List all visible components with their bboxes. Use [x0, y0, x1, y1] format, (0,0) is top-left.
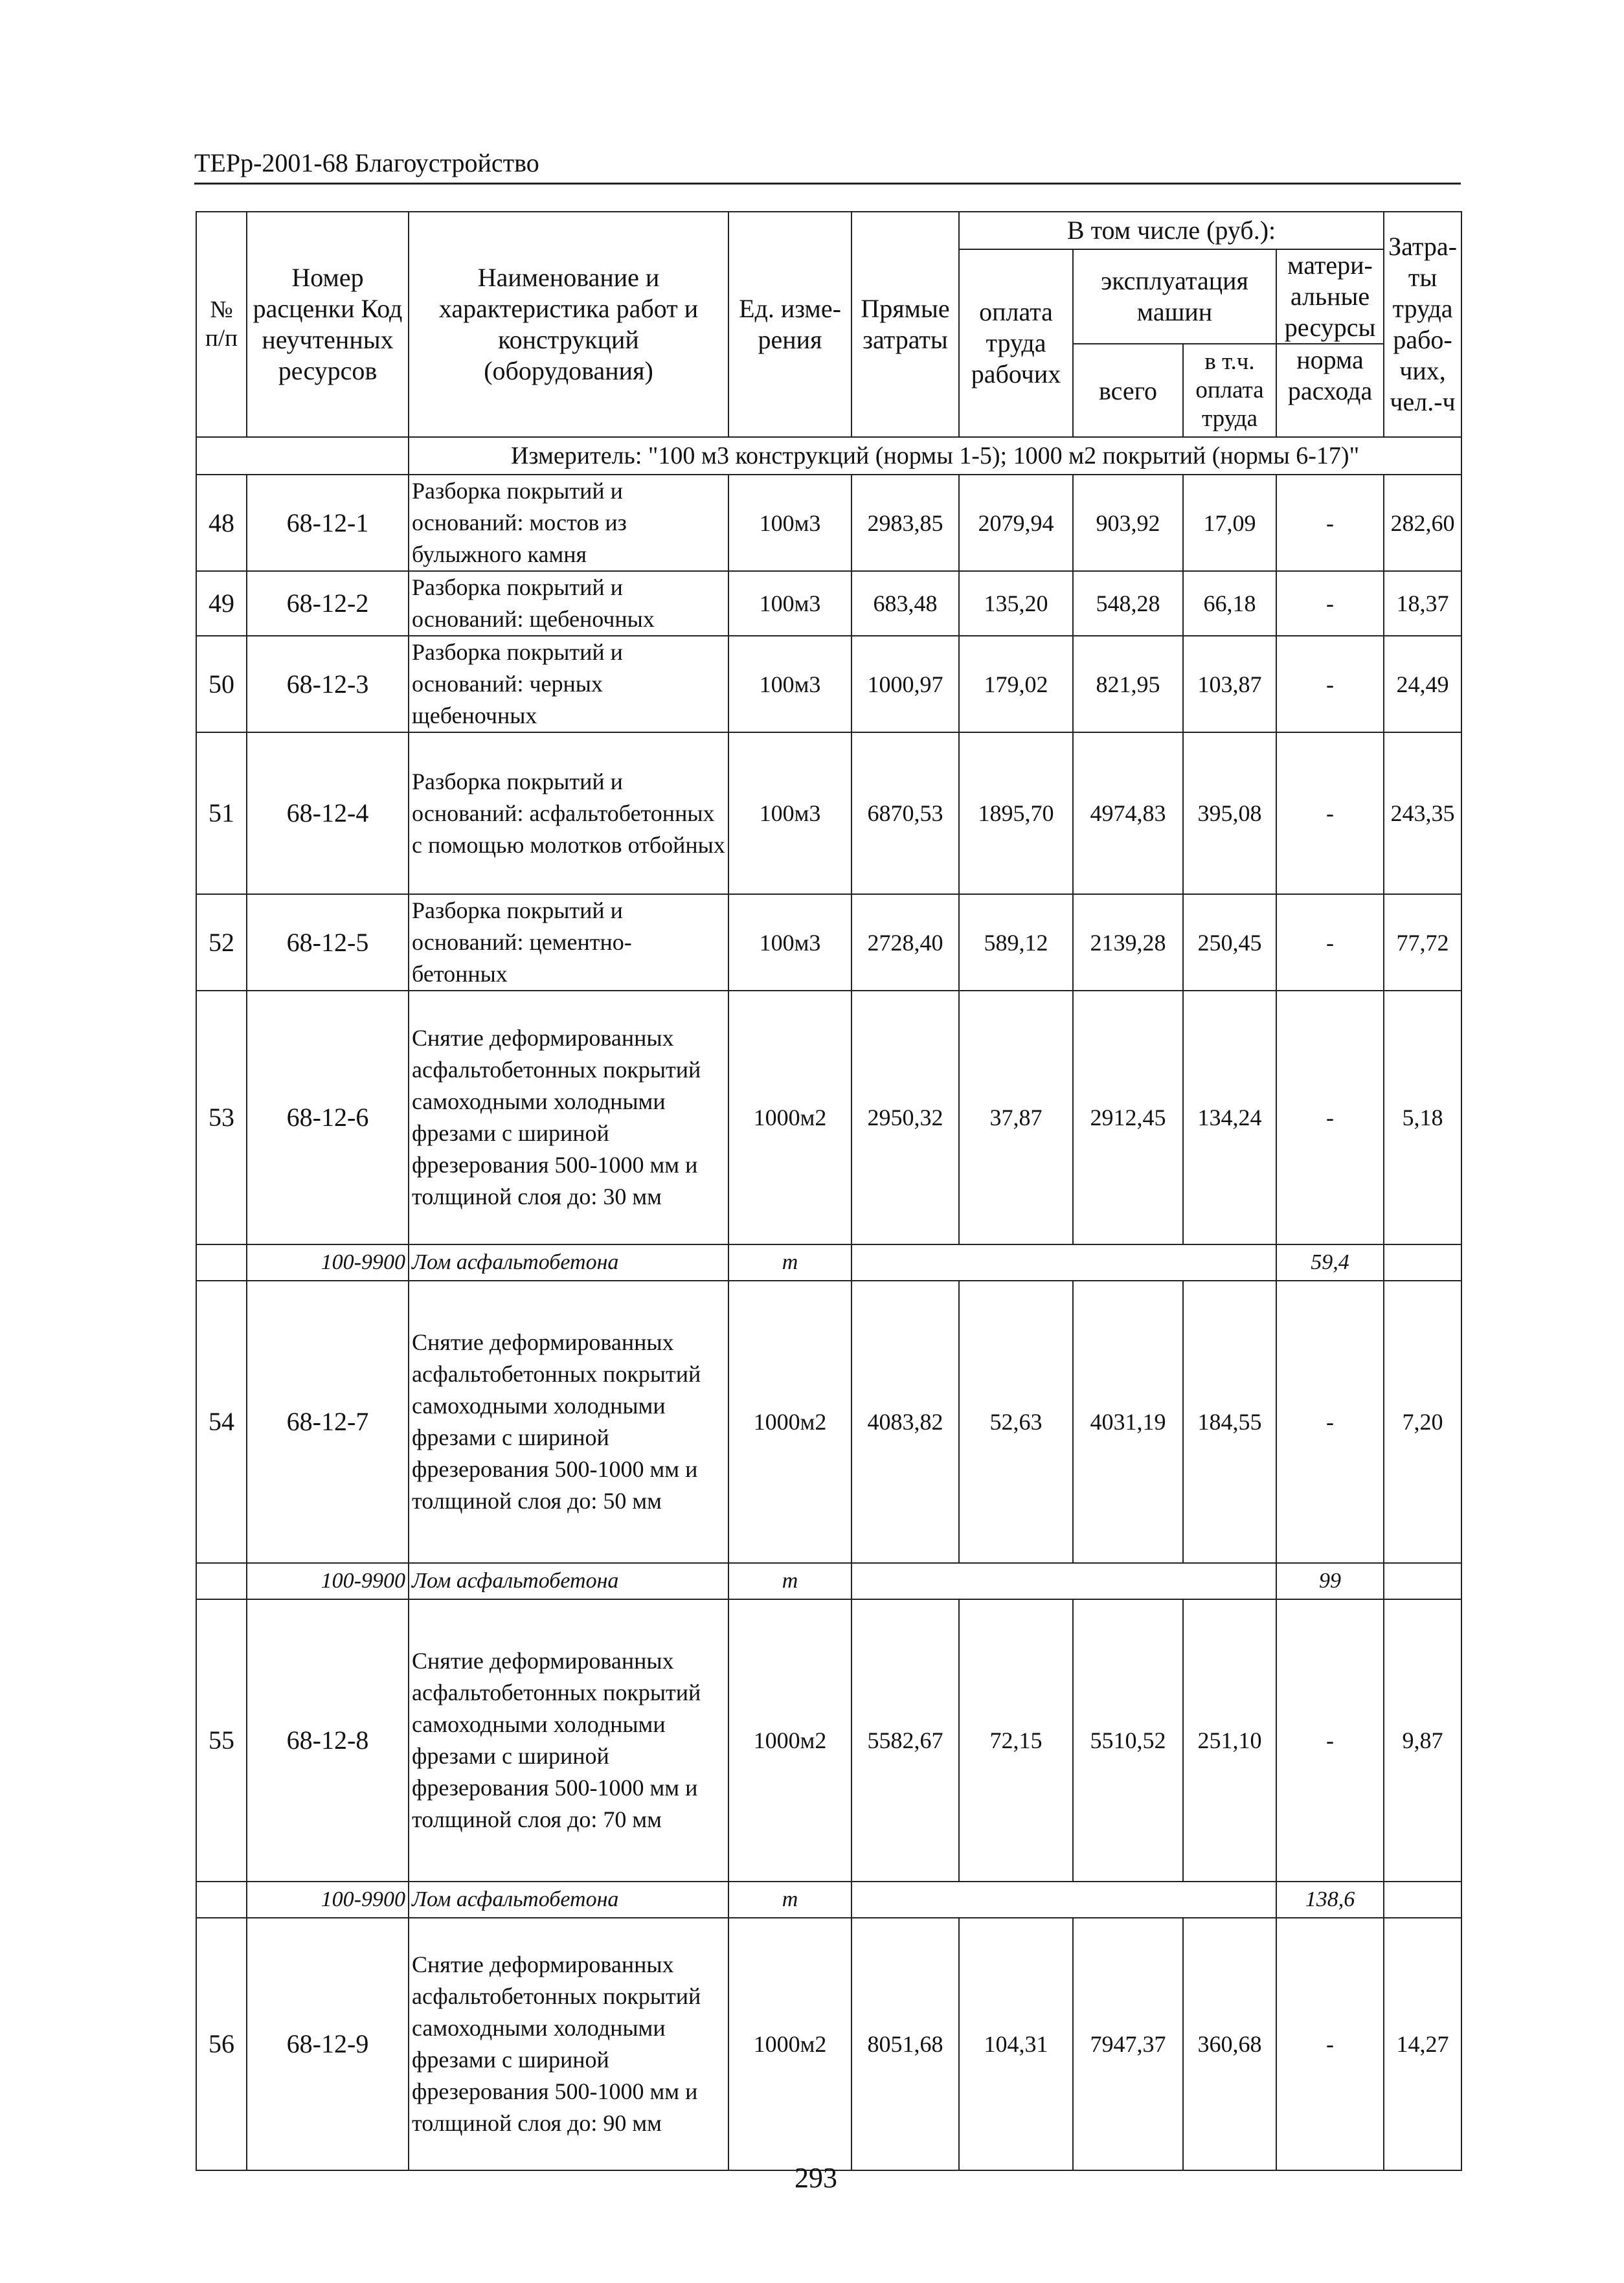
measure-blank — [196, 437, 409, 475]
resource-name: Лом асфальтобетона — [409, 1563, 728, 1599]
resource-norm: 99 — [1276, 1563, 1384, 1599]
row-number: 52 — [196, 894, 247, 991]
unit: 100м3 — [728, 732, 851, 894]
materials: - — [1276, 894, 1384, 991]
header-unit: Ед. изме- рения — [728, 212, 851, 437]
table-row — [196, 1599, 1461, 1882]
resource-blank — [196, 1563, 247, 1599]
row-number: 51 — [196, 732, 247, 894]
measure-text: Измеритель: "100 м3 конструкций (нормы 1-5); 1000 м2 покрытий (нормы 6-17)" — [409, 437, 1461, 475]
resource-unit: т — [728, 1563, 851, 1599]
rate-code: 68-12-3 — [247, 636, 409, 732]
resource-empty — [851, 1244, 1276, 1281]
table-row — [196, 894, 1461, 991]
direct-costs: 5582,67 — [851, 1599, 959, 1882]
machines-wages: 395,08 — [1183, 732, 1276, 894]
work-name: Снятие деформированных асфальтобетонных покрытий самоходными холодными фрезами с шириной фрезерования 500-1000 мм и толщиной слоя до: 70 мм — [409, 1599, 728, 1882]
table-row — [196, 475, 1461, 571]
table-row — [196, 732, 1461, 894]
machines-total: 903,92 — [1073, 475, 1183, 571]
rate-code: 68-12-2 — [247, 571, 409, 636]
resource-unit: т — [728, 1882, 851, 1918]
labor-costs: 7,20 — [1384, 1281, 1461, 1563]
labor-costs: 243,35 — [1384, 732, 1461, 894]
wages: 72,15 — [959, 1599, 1073, 1882]
page-number: 293 — [795, 2162, 837, 2194]
rate-code: 68-12-1 — [247, 475, 409, 571]
table-header — [196, 212, 1461, 437]
header-wages: оплата труда рабочих — [959, 249, 1073, 437]
table-row — [196, 636, 1461, 732]
work-name: Снятие деформированных асфальтобетонных покрытий самоходными холодными фрезами с шириной фрезерования 500-1000 мм и толщиной слоя до: 50 мм — [409, 1281, 728, 1563]
resource-name: Лом асфальтобетона — [409, 1244, 728, 1281]
resource-blank — [196, 1882, 247, 1918]
rate-code: 68-12-8 — [247, 1599, 409, 1882]
resource-norm: 59,4 — [1276, 1244, 1384, 1281]
header-machines-total: всего — [1073, 344, 1183, 437]
measure-row — [196, 437, 1461, 475]
labor-costs: 5,18 — [1384, 991, 1461, 1244]
wages: 2079,94 — [959, 475, 1073, 571]
labor-costs: 282,60 — [1384, 475, 1461, 571]
direct-costs: 2950,32 — [851, 991, 959, 1244]
wages: 179,02 — [959, 636, 1073, 732]
table-row — [196, 991, 1461, 1244]
resource-row — [196, 1244, 1461, 1281]
machines-wages: 251,10 — [1183, 1599, 1276, 1882]
labor-costs: 9,87 — [1384, 1599, 1461, 1882]
rate-code: 68-12-7 — [247, 1281, 409, 1563]
machines-total: 2139,28 — [1073, 894, 1183, 991]
header-norm: норма расхода — [1276, 344, 1384, 437]
running-header: ТЕРр-2001-68 Благоустройство — [194, 148, 539, 177]
direct-costs: 6870,53 — [851, 732, 959, 894]
unit: 100м3 — [728, 894, 851, 991]
row-number: 53 — [196, 991, 247, 1244]
table-row — [196, 571, 1461, 636]
machines-wages: 103,87 — [1183, 636, 1276, 732]
materials: - — [1276, 1599, 1384, 1882]
work-name: Разборка покрытий и оснований: мостов из булыжного камня — [409, 475, 728, 571]
rates-table — [196, 211, 1462, 2171]
wages: 37,87 — [959, 991, 1073, 1244]
materials: - — [1276, 1918, 1384, 2170]
header-direct-costs: Прямые затраты — [851, 212, 959, 437]
direct-costs: 2728,40 — [851, 894, 959, 991]
materials: - — [1276, 1281, 1384, 1563]
resource-unit: т — [728, 1244, 851, 1281]
wages: 589,12 — [959, 894, 1073, 991]
materials: - — [1276, 475, 1384, 571]
table-row — [196, 1281, 1461, 1563]
row-number: 56 — [196, 1918, 247, 2170]
header-machines: эксплуатация машин — [1073, 249, 1276, 344]
machines-total: 5510,52 — [1073, 1599, 1183, 1882]
unit: 100м3 — [728, 475, 851, 571]
work-name: Снятие деформированных асфальтобетонных покрытий самоходными холодными фрезами с шириной фрезерования 500-1000 мм и толщиной слоя до: 90 мм — [409, 1918, 728, 2170]
rate-code: 68-12-9 — [247, 1918, 409, 2170]
table-body — [196, 437, 1461, 2170]
wages: 52,63 — [959, 1281, 1073, 1563]
header-name: Наименование и характеристика работ и конструкций (оборудования) — [409, 212, 728, 437]
work-name: Разборка покрытий и оснований: щебеночных — [409, 571, 728, 636]
unit: 1000м2 — [728, 991, 851, 1244]
resource-name: Лом асфальтобетона — [409, 1882, 728, 1918]
resource-labor-empty — [1384, 1244, 1461, 1281]
unit: 1000м2 — [728, 1918, 851, 2170]
direct-costs: 1000,97 — [851, 636, 959, 732]
header-machines-wages: в т.ч. оплата труда — [1183, 344, 1276, 437]
unit: 100м3 — [728, 636, 851, 732]
row-number: 54 — [196, 1281, 247, 1563]
resource-row — [196, 1563, 1461, 1599]
materials: - — [1276, 991, 1384, 1244]
wages: 1895,70 — [959, 732, 1073, 894]
row-number: 50 — [196, 636, 247, 732]
machines-wages: 134,24 — [1183, 991, 1276, 1244]
work-name: Разборка покрытий и оснований: цементно-бетонных — [409, 894, 728, 991]
row-number: 55 — [196, 1599, 247, 1882]
header-num: № п/п — [196, 212, 247, 437]
table-row — [196, 1918, 1461, 2170]
machines-total: 548,28 — [1073, 571, 1183, 636]
labor-costs: 77,72 — [1384, 894, 1461, 991]
header-code: Номер расценки Код неучтенных ресурсов — [247, 212, 409, 437]
rate-code: 68-12-6 — [247, 991, 409, 1244]
machines-total: 2912,45 — [1073, 991, 1183, 1244]
machines-wages: 17,09 — [1183, 475, 1276, 571]
resource-empty — [851, 1882, 1276, 1918]
direct-costs: 4083,82 — [851, 1281, 959, 1563]
machines-total: 4031,19 — [1073, 1281, 1183, 1563]
header-labor: Затра- ты труда рабо- чих, чел.-ч — [1384, 212, 1461, 437]
resource-empty — [851, 1563, 1276, 1599]
machines-total: 4974,83 — [1073, 732, 1183, 894]
work-name: Снятие деформированных асфальтобетонных покрытий самоходными холодными фрезами с шириной фрезерования 500-1000 мм и толщиной слоя до: 30 мм — [409, 991, 728, 1244]
machines-wages: 66,18 — [1183, 571, 1276, 636]
row-number: 49 — [196, 571, 247, 636]
rate-code: 68-12-5 — [247, 894, 409, 991]
machines-total: 821,95 — [1073, 636, 1183, 732]
labor-costs: 18,37 — [1384, 571, 1461, 636]
wages: 104,31 — [959, 1918, 1073, 2170]
resource-labor-empty — [1384, 1882, 1461, 1918]
header-materials: матери- альные ресурсы — [1276, 249, 1384, 344]
resource-row — [196, 1882, 1461, 1918]
machines-wages: 184,55 — [1183, 1281, 1276, 1563]
unit: 1000м2 — [728, 1599, 851, 1882]
work-name: Разборка покрытий и оснований: черных щебеночных — [409, 636, 728, 732]
machines-wages: 360,68 — [1183, 1918, 1276, 2170]
machines-total: 7947,37 — [1073, 1918, 1183, 2170]
resource-code: 100-9900 — [247, 1882, 409, 1918]
unit: 1000м2 — [728, 1281, 851, 1563]
work-name: Разборка покрытий и оснований: асфальтобетонных с помощью молотков отбойных — [409, 732, 728, 894]
labor-costs: 24,49 — [1384, 636, 1461, 732]
labor-costs: 14,27 — [1384, 1918, 1461, 2170]
materials: - — [1276, 732, 1384, 894]
machines-wages: 250,45 — [1183, 894, 1276, 991]
header-including: В том числе (руб.): — [959, 212, 1384, 249]
materials: - — [1276, 636, 1384, 732]
rate-code: 68-12-4 — [247, 732, 409, 894]
direct-costs: 2983,85 — [851, 475, 959, 571]
direct-costs: 683,48 — [851, 571, 959, 636]
resource-code: 100-9900 — [247, 1244, 409, 1281]
header-rule — [194, 183, 1461, 185]
resource-blank — [196, 1244, 247, 1281]
materials: - — [1276, 571, 1384, 636]
direct-costs: 8051,68 — [851, 1918, 959, 2170]
resource-code: 100-9900 — [247, 1563, 409, 1599]
resource-norm: 138,6 — [1276, 1882, 1384, 1918]
row-number: 48 — [196, 475, 247, 571]
wages: 135,20 — [959, 571, 1073, 636]
unit: 100м3 — [728, 571, 851, 636]
resource-labor-empty — [1384, 1563, 1461, 1599]
